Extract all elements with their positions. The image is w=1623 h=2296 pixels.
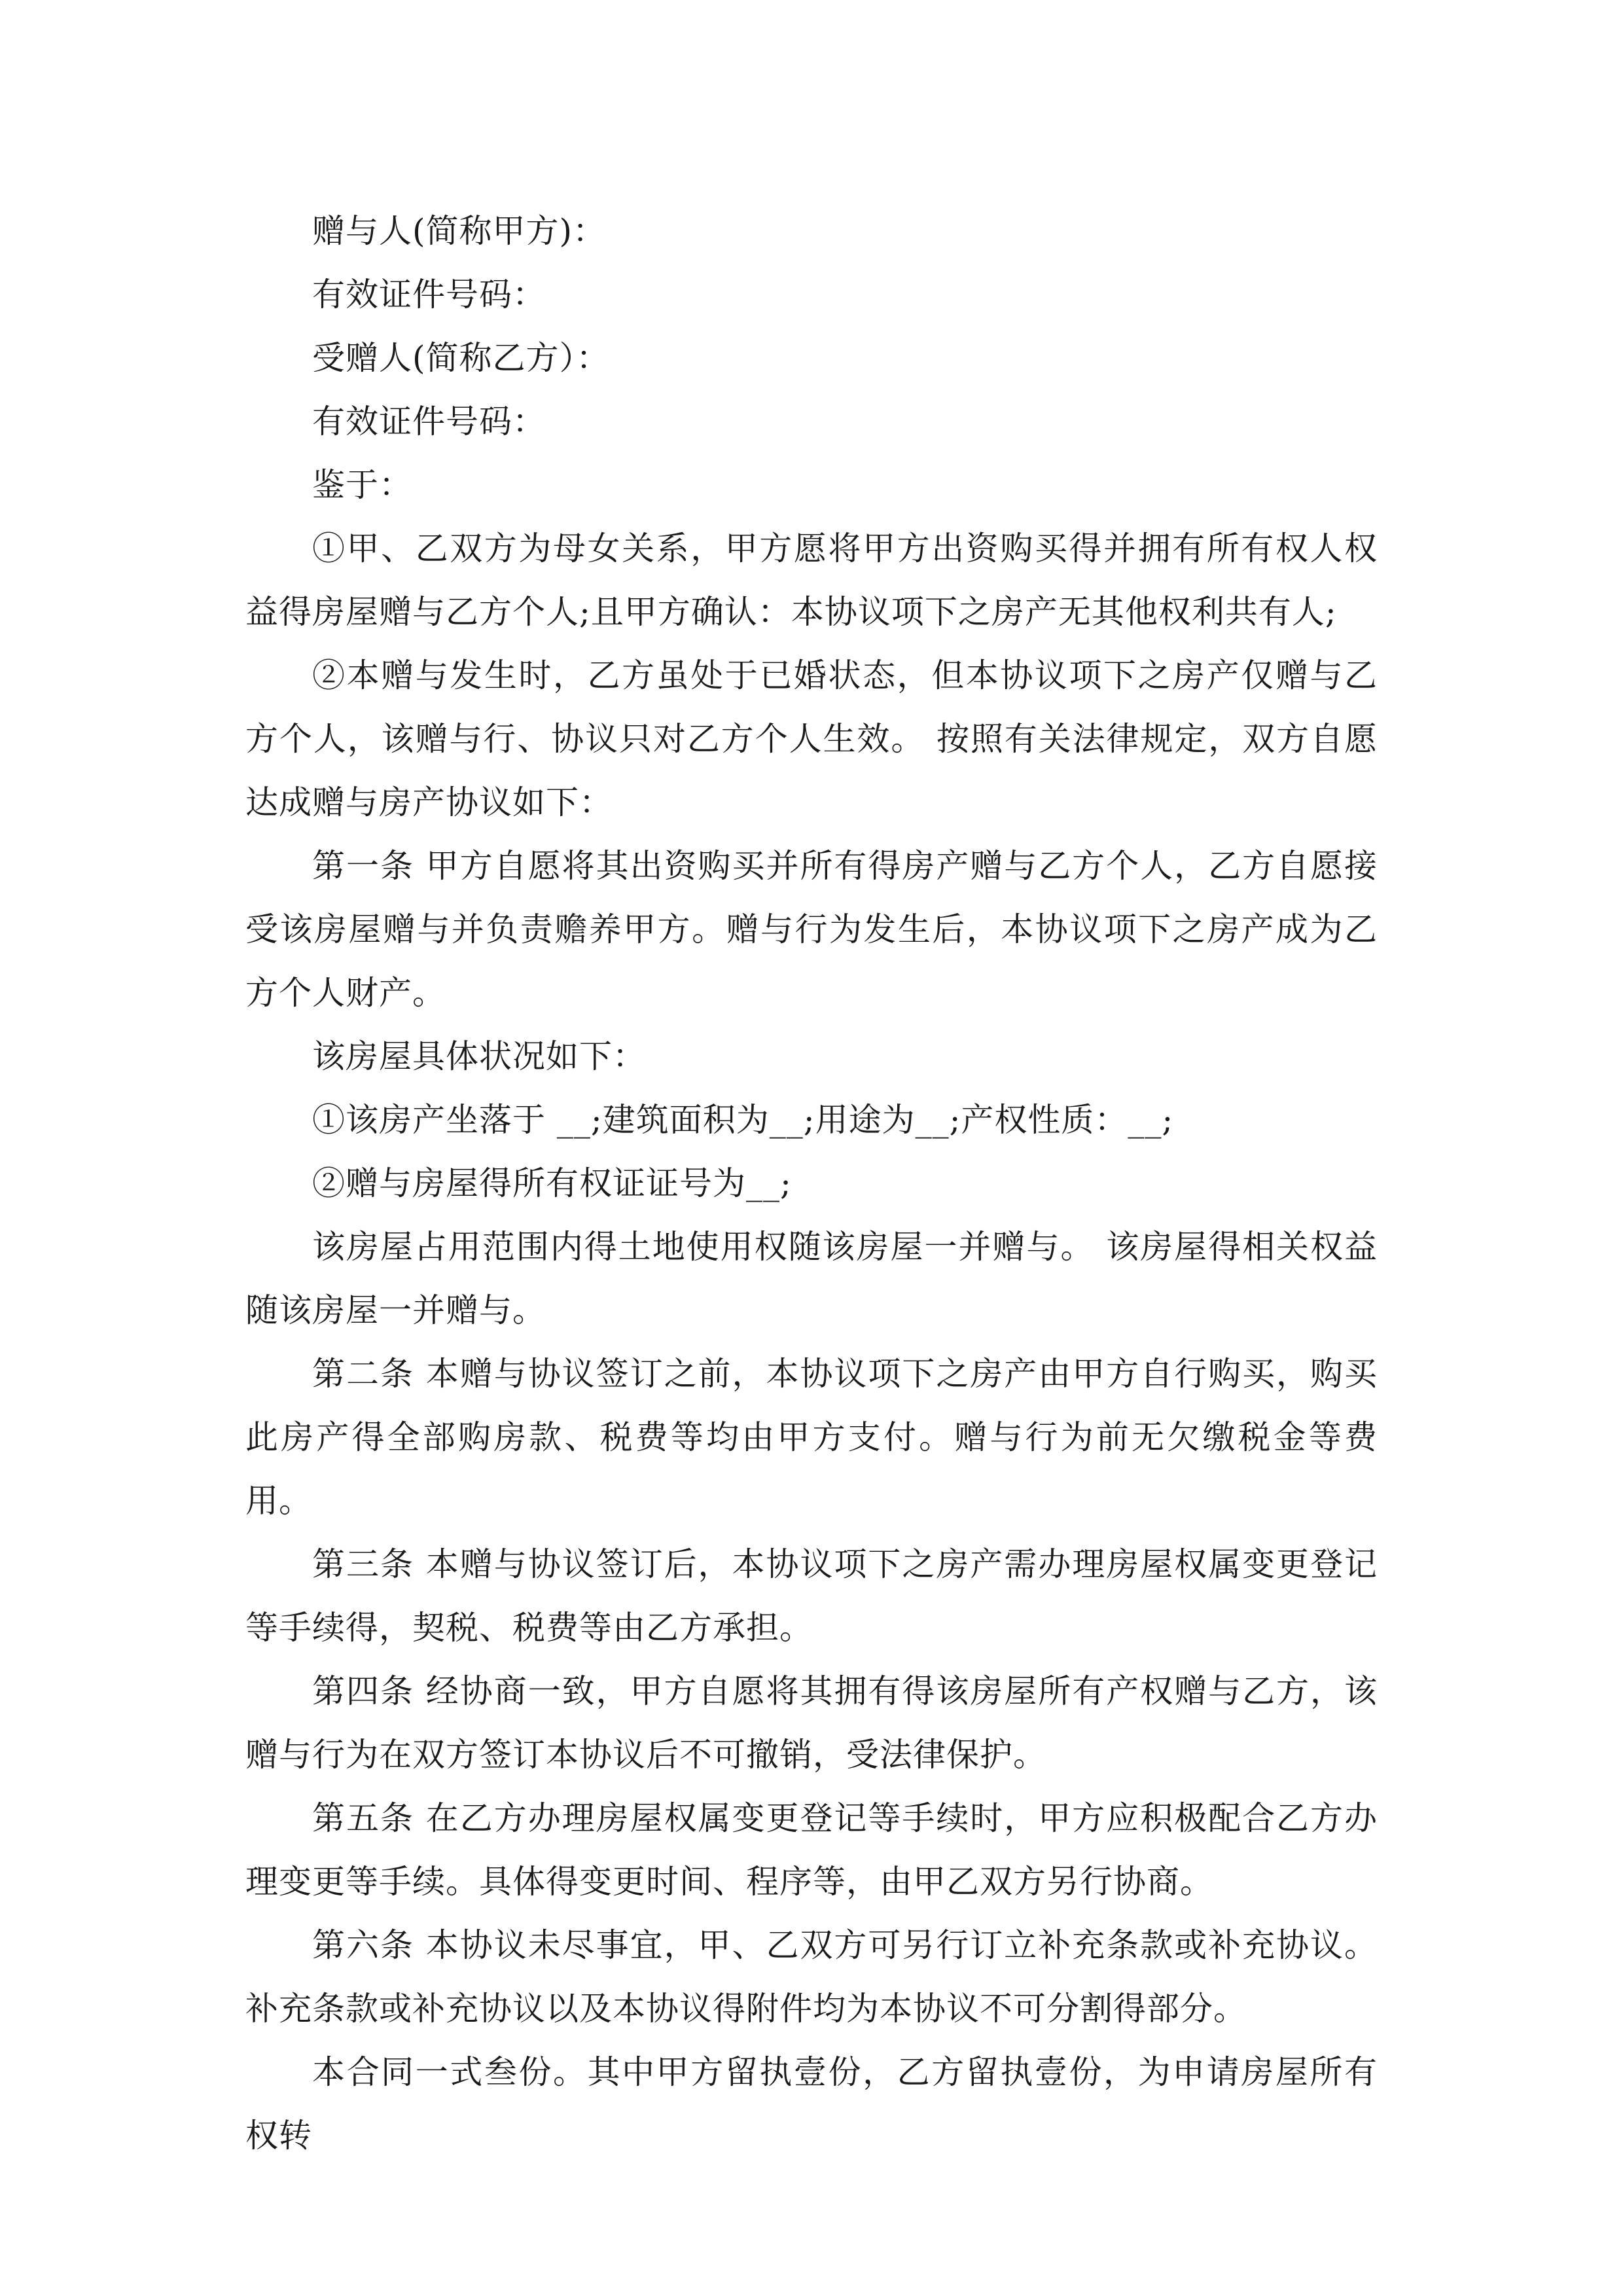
article-4: 第四条 经协商一致，甲方自愿将其拥有得该房屋所有产权赠与乙方，该赠与行为在双方签订本协议后不可撤销，受法律保护。: [245, 1672, 1378, 1774]
article-1: 第一条 甲方自愿将其出资购买并所有得房产赠与乙方个人，乙方自愿接受该房屋赠与并负责赡养甲方。赠与行为发生后，本协议项下之房产成为乙方个人财产。: [245, 847, 1378, 1012]
article-6: 第六条 本协议未尽事宜，甲、乙双方可另行订立补充条款或补充协议。补充条款或补充协议以及本协议得附件均为本协议不可分割得部分。: [245, 1926, 1378, 2028]
donor-line: 赠与人(简称甲方)：: [312, 212, 607, 250]
property-details-heading: 该房屋具体状况如下：: [312, 1037, 646, 1075]
donee-line: 受赠人(简称乙方）：: [312, 339, 610, 377]
whereas-heading: 鉴于：: [312, 466, 412, 504]
property-detail-1: ①该房产坐落于 __;建筑面积为__;用途为__;产权性质：__;: [312, 1101, 1174, 1139]
document-body: [245, 200, 1378, 2168]
property-detail-2: ②赠与房屋得所有权证证号为__;: [312, 1164, 792, 1202]
article-3: 第三条 本赠与协议签订后，本协议项下之房产需办理房屋权属变更登记等手续得，契税、税费等由乙方承担。: [245, 1545, 1378, 1647]
land-use-clause: 该房屋占用范围内得土地使用权随该房屋一并赠与。 该房屋得相关权益随该房屋一并赠与。: [245, 1228, 1378, 1329]
copies-clause: 本合同一式叁份。其中甲方留执壹份，乙方留执壹份，为申请房屋所有权转: [245, 2053, 1378, 2155]
article-2: 第二条 本赠与协议签订之前，本协议项下之房产由甲方自行购买，购买此房产得全部购房款、税费等均由甲方支付。赠与行为前无欠缴税金等费用。: [245, 1355, 1378, 1520]
article-5: 第五条 在乙方办理房屋权属变更登记等手续时，甲方应积极配合乙方办理变更等手续。具体得变更时间、程序等，由甲乙双方另行协商。: [245, 1799, 1378, 1901]
whereas-item-1: ①甲、乙双方为母女关系，甲方愿将甲方出资购买得并拥有所有权人权益得房屋赠与乙方个人;且甲方确认：本协议项下之房产无其他权利共有人;: [245, 529, 1378, 631]
donee-id-line: 有效证件号码：: [312, 403, 546, 440]
whereas-item-2: ②本赠与发生时，乙方虽处于已婚状态，但本协议项下之房产仅赠与乙方个人，该赠与行、协议只对乙方个人生效。 按照有关法律规定，双方自愿达成赠与房产协议如下：: [245, 656, 1378, 821]
donor-id-line: 有效证件号码：: [312, 276, 546, 314]
